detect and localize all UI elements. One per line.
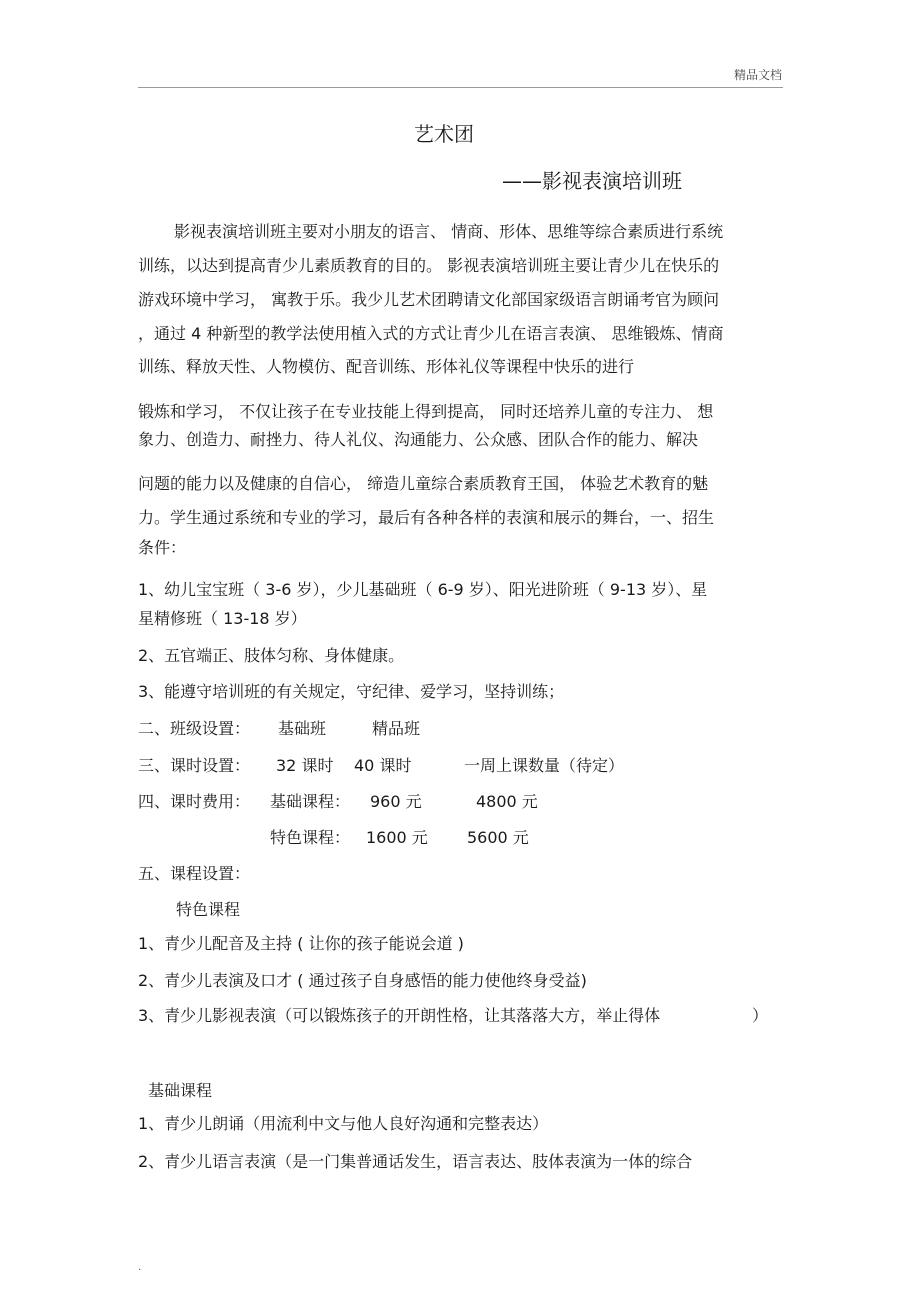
intro-line: ，通过 4 种新型的教学法使用植入式的方式让青少儿在语言表演、 思维锻炼、情商	[138, 324, 724, 343]
fee-price: 960 元	[370, 792, 422, 811]
class-settings-label: 二、班级设置：	[138, 719, 251, 738]
class-option: 基础班	[278, 719, 327, 738]
header-divider	[138, 87, 783, 88]
fees-label: 四、课时费用：	[138, 792, 251, 811]
hours-option: 40 课时	[354, 756, 412, 775]
closing-parenthesis: ）	[752, 1006, 769, 1025]
class-option: 精品班	[372, 719, 421, 738]
curriculum-label: 五、课程设置：	[138, 864, 251, 883]
featured-course-item: 3、青少儿影视表演（可以锻炼孩子的开朗性格，让其落落大方，举止得体	[138, 1006, 661, 1025]
intro-line: 条件：	[138, 538, 187, 557]
basic-courses-heading: 基础课程	[148, 1081, 213, 1100]
intro-line: 力。学生通过系统和专业的学习，最后有各种各样的表演和展示的舞台，一、招生	[138, 508, 715, 527]
page-header-label: 精品文档	[733, 68, 782, 82]
featured-courses-heading: 特色课程	[176, 900, 241, 919]
fee-price: 4800 元	[476, 792, 538, 811]
condition-item: 3、能遵守培训班的有关规定，守纪律、爱学习，坚持训练；	[138, 682, 565, 701]
basic-course-item: 1、青少儿朗诵（用流利中文与他人良好沟通和完整表达）	[138, 1114, 549, 1133]
condition-item: 1、幼儿宝宝班（ 3-6 岁），少儿基础班（ 6-9 岁）、阳光进阶班（ 9-13 岁）、星	[138, 580, 708, 599]
fee-course-name: 基础课程：	[270, 792, 351, 811]
intro-line: 游戏环境中学习， 寓教于乐。我少儿艺术团聘请文化部国家级语言朗诵考官为顾问	[138, 290, 720, 309]
intro-line: 锻炼和学习， 不仅让孩子在专业技能上得到提高， 同时还培养儿童的专注力、 想	[138, 402, 714, 421]
page-subtitle: ——影视表演培训班	[502, 169, 682, 193]
intro-line: 训练、释放天性、人物模仿、配音训练、形体礼仪等课程中快乐的进行	[138, 357, 635, 376]
fee-price: 5600 元	[467, 828, 529, 847]
intro-line: 训练，以达到提高青少儿素质教育的目的。 影视表演培训班主要让青少儿在快乐的	[138, 256, 720, 275]
fee-price: 1600 元	[366, 828, 428, 847]
page-title: 艺术团	[414, 122, 474, 146]
intro-line: 影视表演培训班主要对小朋友的语言、 情商、形体、思维等综合素质进行系统	[174, 222, 724, 241]
hours-settings-label: 三、课时设置：	[138, 756, 251, 775]
hours-option: 一周上课数量（待定）	[464, 756, 625, 775]
condition-item: 星精修班（ 13-18 岁）	[138, 609, 307, 628]
featured-course-item: 1、青少儿配音及主持 ( 让你的孩子能说会道 )	[138, 934, 464, 953]
hours-option: 32 课时	[276, 756, 334, 775]
condition-item: 2、五官端正、肢体匀称、身体健康。	[138, 646, 405, 665]
intro-line: 问题的能力以及健康的自信心， 缔造儿童综合素质教育王国， 体验艺术教育的魅	[138, 474, 709, 493]
fee-course-name: 特色课程：	[270, 828, 351, 847]
footer-dot: .	[138, 1262, 142, 1273]
intro-line: 象力、创造力、耐挫力、待人礼仪、沟通能力、公众感、团队合作的能力、解决	[138, 430, 699, 449]
basic-course-item: 2、青少儿语言表演（是一门集普通话发生，语言表达、肢体表演为一体的综合	[138, 1152, 693, 1171]
featured-course-item: 2、青少儿表演及口才 ( 通过孩子自身感悟的能力使他终身受益)	[138, 971, 587, 990]
